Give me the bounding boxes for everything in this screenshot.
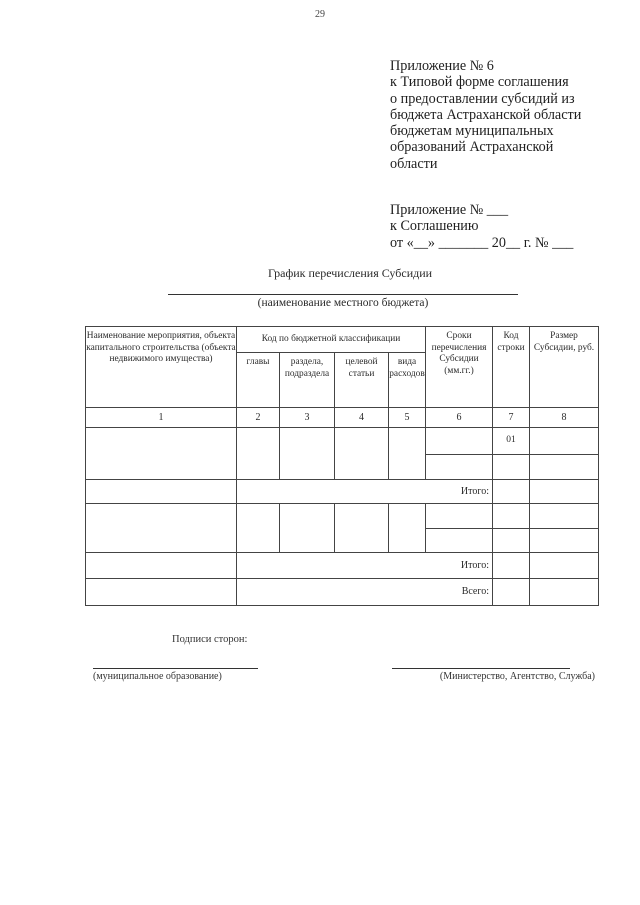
page-number: 29 xyxy=(315,9,325,20)
agreement-header xyxy=(390,202,630,251)
subtotal-label: Итого: xyxy=(237,553,493,579)
table-cell xyxy=(280,504,335,553)
header-section: раздела, подраздела xyxy=(280,353,335,408)
table-cell xyxy=(237,504,280,553)
table-cell xyxy=(493,480,530,504)
table-cell xyxy=(389,504,426,553)
table-cell xyxy=(493,553,530,579)
table-cell xyxy=(86,428,237,480)
budget-name-caption: (наименование местного бюджета) xyxy=(257,297,429,309)
table-cell xyxy=(86,553,237,579)
header-row-code: Код строки xyxy=(493,327,530,408)
header-event-name: Наименование мероприятия, объекта капитального строительства (объекта недвижимого имущества) xyxy=(86,327,237,408)
column-number: 8 xyxy=(530,408,599,428)
header-expense-type: вида расходов xyxy=(389,353,426,408)
table-cell xyxy=(335,504,389,553)
appendix-line: Приложение № 6 xyxy=(390,58,494,74)
appendix-line: бюджетам муниципальных xyxy=(390,123,554,140)
table-cell xyxy=(280,428,335,480)
appendix-line: образований Астраханской xyxy=(390,139,554,156)
column-number: 3 xyxy=(280,408,335,428)
signature-line-municipal xyxy=(93,668,258,669)
header-target-article: целевой статьи xyxy=(335,353,389,408)
agreement-line: к Соглашению xyxy=(390,218,479,235)
appendix-line: о предоставлении субсидий из xyxy=(390,90,575,107)
subtotal-label: Итого: xyxy=(237,480,493,504)
header-budget-code-group: Код по бюджетной классификации xyxy=(237,327,426,353)
table-cell xyxy=(335,428,389,480)
table-cell xyxy=(389,428,426,480)
column-number: 6 xyxy=(426,408,493,428)
signature-line-ministry xyxy=(392,668,570,669)
table-cell xyxy=(530,504,599,529)
appendix-line: к Типовой форме соглашения xyxy=(390,74,569,91)
table-cell xyxy=(530,480,599,504)
header-amount: Размер Субсидии, руб. xyxy=(530,327,599,408)
schedule-title: График перечисления Субсидии xyxy=(267,266,433,280)
appendix-line: области xyxy=(390,155,438,172)
column-number: 7 xyxy=(493,408,530,428)
table-cell xyxy=(426,504,493,529)
table-cell xyxy=(530,455,599,480)
payment-schedule-table xyxy=(85,326,599,606)
appendix-header xyxy=(390,58,630,172)
table-cell xyxy=(426,529,493,553)
signature-caption-municipal: (муниципальное образование) xyxy=(93,671,222,682)
column-number: 1 xyxy=(86,408,237,428)
table-cell xyxy=(530,579,599,606)
table-cell xyxy=(86,504,237,553)
table-cell xyxy=(493,455,530,480)
budget-name-line xyxy=(168,294,518,295)
table-cell xyxy=(530,529,599,553)
signatures-label: Подписи сторон: xyxy=(172,634,248,645)
agreement-line: Приложение № ___ xyxy=(390,202,509,218)
table-cell xyxy=(530,428,599,455)
row-code-cell: 01 xyxy=(493,428,530,455)
agreement-line: от «__» _______ 20__ г. № ___ xyxy=(390,234,574,251)
table-cell xyxy=(86,579,237,606)
table-cell xyxy=(493,529,530,553)
column-number: 2 xyxy=(237,408,280,428)
table-cell xyxy=(493,579,530,606)
table-cell xyxy=(237,428,280,480)
table-cell xyxy=(426,455,493,480)
column-number: 4 xyxy=(335,408,389,428)
signature-caption-ministry: (Министерство, Агентство, Служба) xyxy=(439,671,595,682)
header-terms: Сроки перечисления Субсидии (мм.гг.) xyxy=(426,327,493,408)
column-number: 5 xyxy=(389,408,426,428)
table-cell xyxy=(86,480,237,504)
table-cell xyxy=(493,504,530,529)
table-cell xyxy=(530,553,599,579)
total-label: Всего: xyxy=(237,579,493,606)
header-chapter: главы xyxy=(237,353,280,408)
appendix-line: бюджета Астраханской области xyxy=(390,106,582,123)
table-cell xyxy=(426,428,493,455)
